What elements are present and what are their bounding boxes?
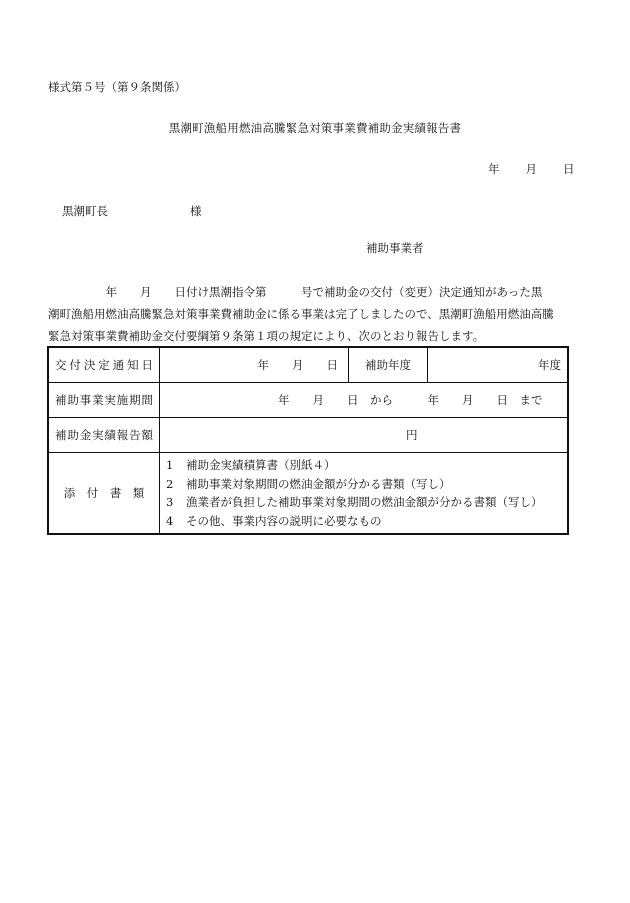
decision-date-label: 交付決定通知日: [48, 347, 160, 383]
addressee-honorific: 様: [190, 204, 202, 218]
attachments-label: 添 付 書 類: [48, 453, 160, 535]
fiscal-year-field[interactable]: 年度: [428, 347, 569, 383]
list-item: 2 補助事業対象期間の燃油金額が分かる書類（写し）: [166, 476, 451, 491]
applicant-label: 補助事業者: [366, 241, 424, 255]
table-row: [48, 347, 568, 383]
form-number: 様式第５号（第９条関係）: [48, 80, 186, 94]
date-year: 年: [488, 162, 500, 176]
report-table: [47, 346, 569, 535]
decision-date-field[interactable]: 年 月 日: [160, 347, 349, 383]
list-item: 1 補助金実績積算書（別紙４）: [166, 458, 336, 472]
date-month: 月: [525, 162, 537, 176]
attachments-list: [160, 453, 569, 535]
date-day: 日: [563, 162, 575, 176]
report-amount-label: 補助金実績報告額: [48, 418, 160, 453]
list-item: 3 漁業者が負担した補助事業対象期間の燃油金額が分かる書類（写し）: [166, 495, 543, 509]
body-line: 年 月 日付け黒潮指令第 号で補助金の交付（変更）決定通知があった黒: [48, 285, 543, 299]
table-row: [48, 453, 568, 535]
report-body: [48, 281, 584, 347]
table-row: [48, 418, 568, 453]
body-line: 緊急対策事業費補助金交付要綱第９条第１項の規定により、次のとおり報告します。: [48, 329, 485, 343]
report-amount-field[interactable]: 円: [160, 418, 569, 453]
body-line: 潮町漁船用燃油高騰緊急対策事業費補助金に係る事業は完了しましたので、黒潮町漁船用燃油高騰: [48, 307, 554, 321]
implementation-period-label: 補助事業実施期間: [48, 383, 160, 418]
fiscal-year-label: 補助年度: [349, 347, 428, 383]
report-date: [488, 164, 575, 176]
implementation-period-field[interactable]: 年 月 日 から 年 月 日 まで: [160, 383, 569, 418]
document-title: 黒潮町漁船用燃油高騰緊急対策事業費補助金実績報告書: [168, 121, 462, 135]
table-row: [48, 383, 568, 418]
list-item: 4 その他、事業内容の説明に必要なもの: [166, 513, 382, 528]
addressee-name: 黒潮町長: [62, 204, 108, 218]
